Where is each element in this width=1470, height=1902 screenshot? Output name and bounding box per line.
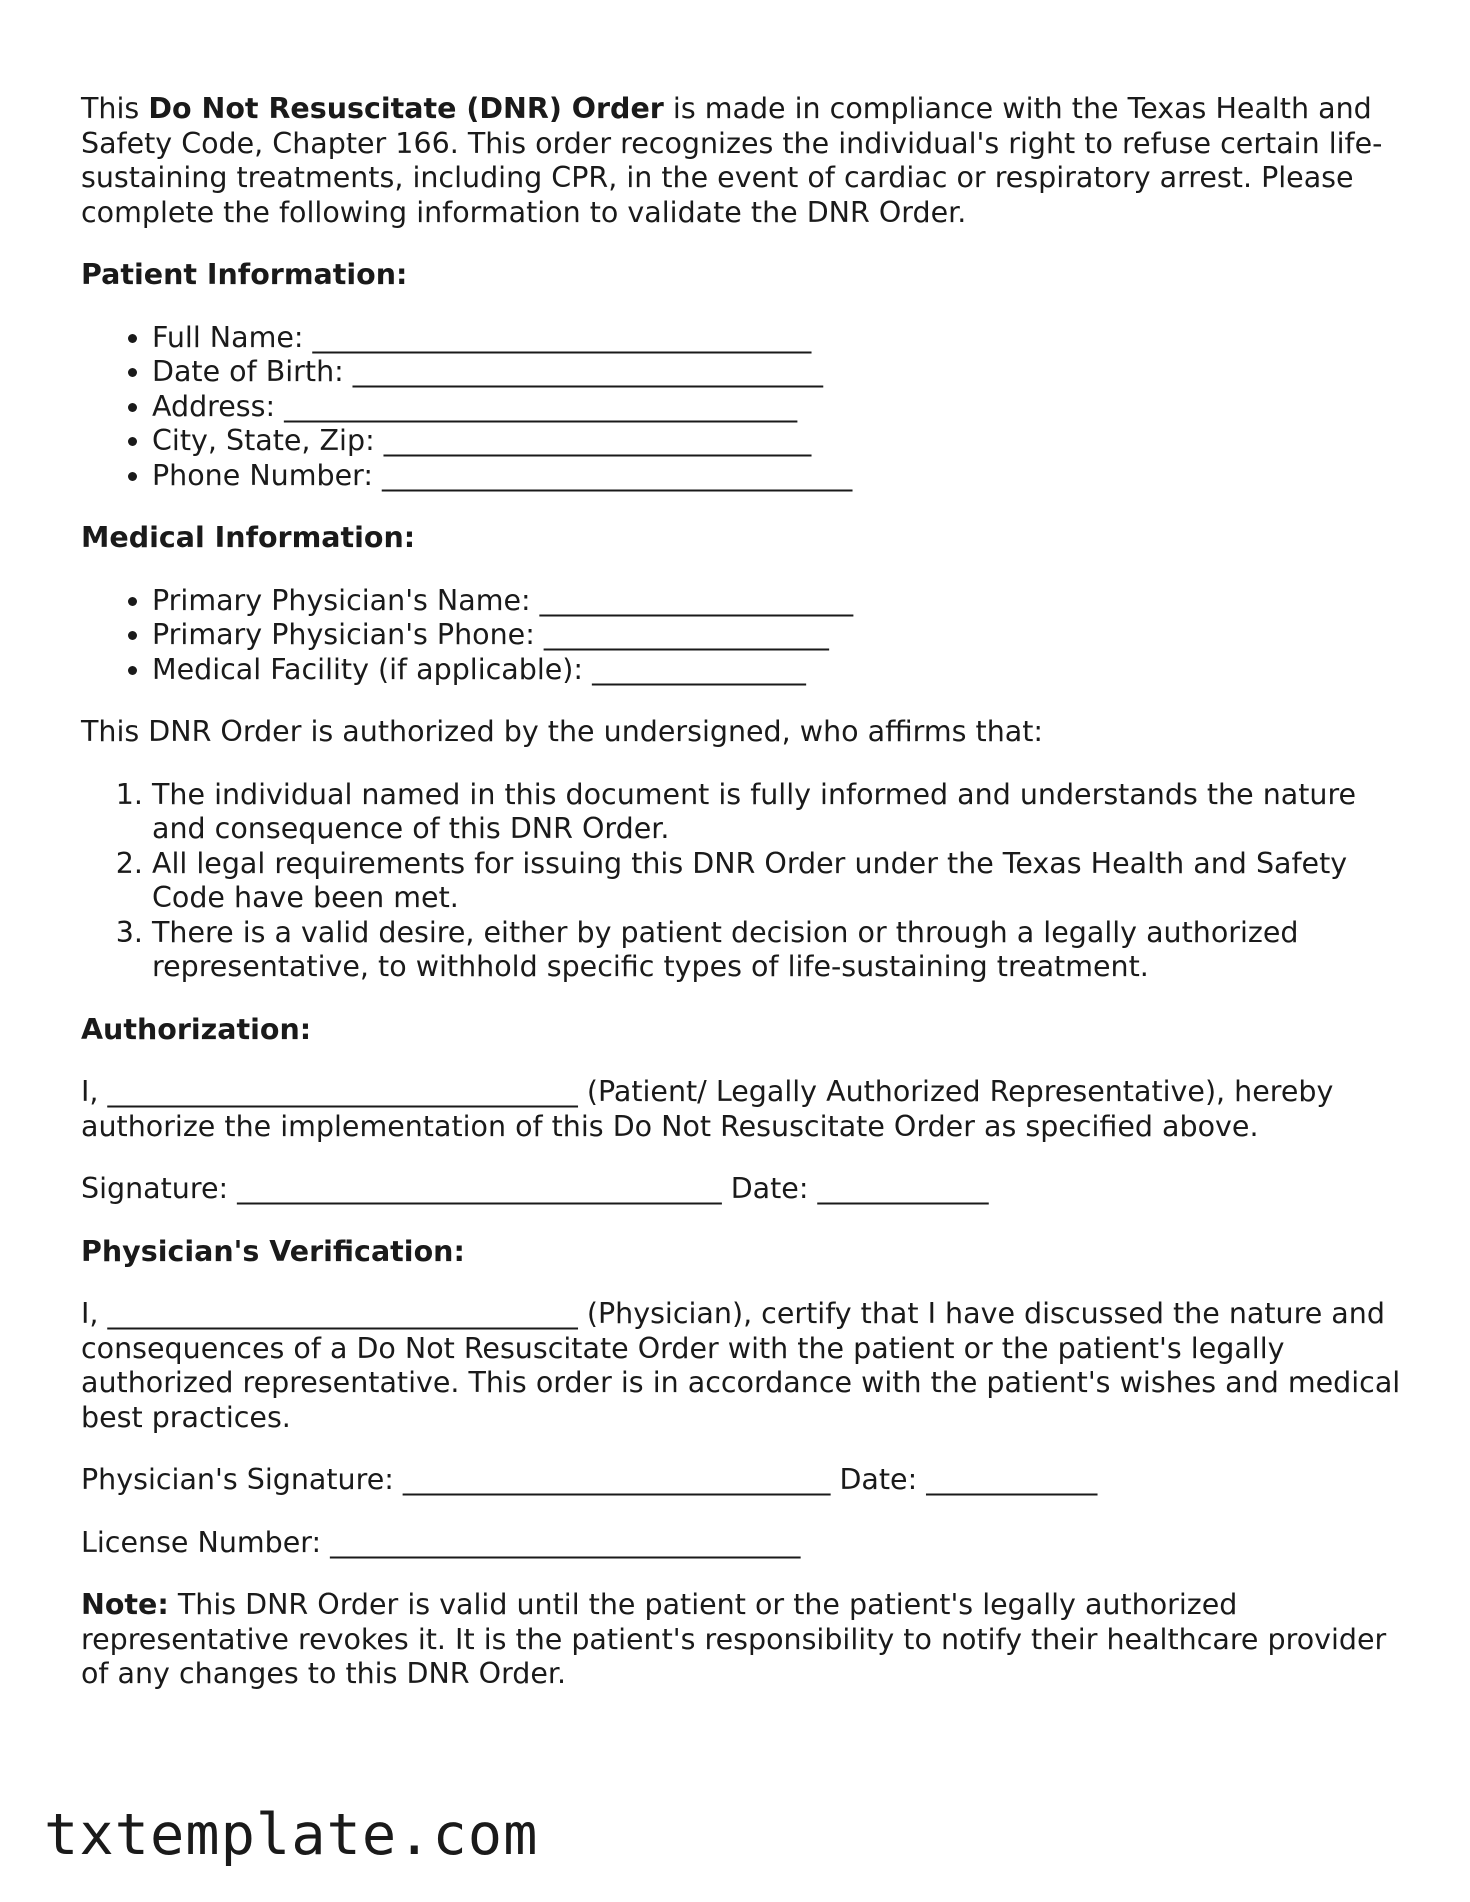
patient-info-heading: Patient Information: (81, 258, 408, 291)
note-paragraph (81, 1588, 1411, 1692)
dnr-document (81, 92, 1411, 1720)
patient-info-list (81, 321, 1411, 494)
license-number-line[interactable]: License Number: _________________________________ (81, 1525, 801, 1559)
physician-signature-line[interactable]: Physician's Signature: ______________________________ Date: ____________ (81, 1463, 1098, 1496)
medical-info-list (81, 584, 1411, 688)
note-text: This DNR Order is valid until the patient or the patient's legally authorized representative revokes it. It is the patient's responsibility to notify their healthcare provider of any changes to this DNR Order. (81, 1588, 1387, 1690)
intro-paragraph (81, 92, 1411, 230)
city-state-zip-field[interactable]: • City, State, Zip: ______________________________ (152, 424, 1411, 459)
authorized-by-paragraph: This DNR Order is authorized by the undersigned, who affirms that: (81, 715, 1044, 748)
intro-prefix: This (81, 92, 149, 125)
affirmation-item: 1. The individual named in this document is fully informed and understands the nature and consequence of this DNR Order. (152, 778, 1411, 847)
address-field[interactable]: • Address: ____________________________________ (152, 390, 1411, 425)
physician-verification-statement[interactable]: I, _________________________________ (Physician), certify that I have discussed the nature and consequences of a Do Not Resuscitate Order with the patient or the patient's legally authorized representative. This order is in accordance with the patient's wishes and medical best practices. (81, 1297, 1401, 1434)
phone-number-field[interactable]: • Phone Number: _________________________________ (152, 459, 1411, 494)
full-name-field[interactable]: • Full Name: ___________________________________ (152, 321, 1411, 356)
physician-verification-heading: Physician's Verification: (81, 1234, 465, 1268)
authorization-statement[interactable]: I, _________________________________ (Patient/ Legally Authorized Representative), hereby authorize the implementation of this Do Not Resuscitate Order as specified above. (81, 1075, 1334, 1143)
authorization-heading: Authorization: (81, 1012, 312, 1046)
site-watermark: txtemplate.com (44, 1802, 539, 1868)
physician-name-field[interactable]: • Primary Physician's Name: ______________________ (152, 584, 1411, 619)
affirmation-item: 3. There is a valid desire, either by patient decision or through a legally authorized representative, to withhold specific types of life-sustaining treatment. (152, 916, 1411, 985)
intro-title: Do Not Resuscitate (DNR) Order (148, 92, 664, 125)
date-of-birth-field[interactable]: • Date of Birth: _________________________________ (152, 355, 1411, 390)
medical-facility-field[interactable]: • Medical Facility (if applicable): _______________ (152, 653, 1411, 688)
note-label: Note: (81, 1588, 169, 1621)
intro-text: is made in compliance with the Texas Health and Safety Code, Chapter 166. This order recognizes the individual's right to refuse certain life-sustaining treatments, including CPR, in the event of cardiac or respiratory arrest. Please complete the following information to validate the DNR Order. (81, 92, 1383, 229)
medical-info-heading: Medical Information: (81, 521, 416, 554)
patient-signature-line[interactable]: Signature: __________________________________ Date: ____________ (81, 1172, 989, 1205)
affirmations-list (81, 778, 1411, 985)
physician-phone-field[interactable]: • Primary Physician's Phone: ____________________ (152, 618, 1411, 653)
affirmation-item: 2. All legal requirements for issuing this DNR Order under the Texas Health and Safety Code have been met. (152, 847, 1411, 916)
